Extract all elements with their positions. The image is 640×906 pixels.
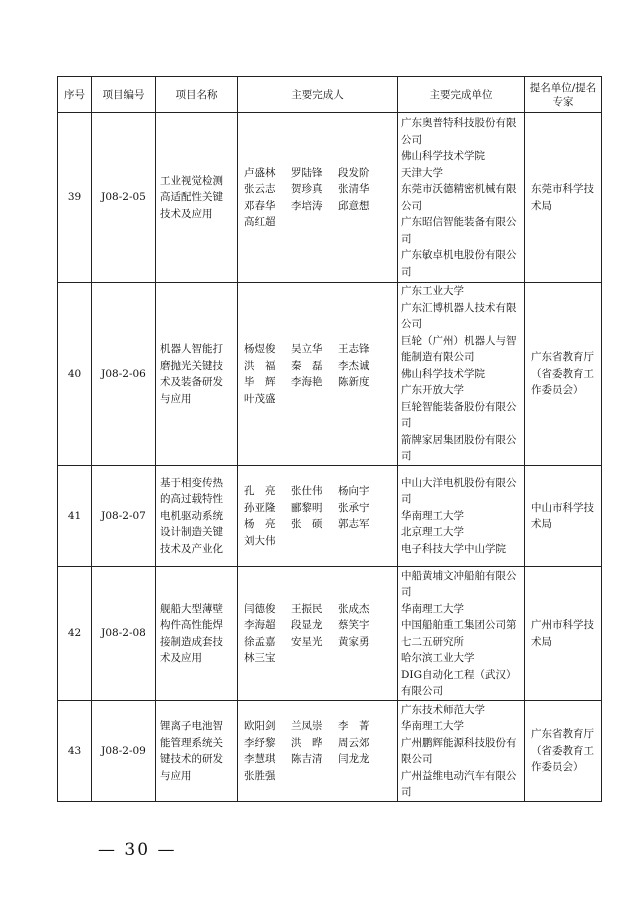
contributor-name: 高红超 [244, 216, 276, 228]
contributor-name: 吴立华 [291, 343, 323, 355]
unit-name: 东莞市沃德精密机械有限公司 [401, 183, 517, 212]
contributor-name: 郦黎明 [291, 501, 323, 514]
unit-name: 广东敏卓机电股份有限公司 [401, 249, 517, 278]
main-contributors [238, 113, 398, 283]
project-name: 工业视觉检测高适配性关键技术及应用 [156, 113, 238, 283]
unit-name: DIG自动化工程（武汉）有限公司 [401, 668, 517, 697]
contributor-name: 张承宁 [338, 501, 370, 514]
nominator: 广州市科学技术局 [525, 567, 602, 701]
row-number: 41 [58, 466, 92, 567]
nominator: 广东省教育厅（省委教育工作委员会） [525, 283, 602, 466]
page-number: — 30 — [98, 840, 177, 860]
contributor-name: 李培涛 [291, 199, 323, 212]
contributor-name: 王振民 [291, 602, 323, 615]
contributor-name: 张清华 [338, 183, 370, 195]
contributor-name: 蔡笑宇 [338, 619, 370, 631]
contributor-name: 周云郊 [338, 736, 370, 749]
contributor-name: 洪 晔 [291, 736, 323, 749]
contributor-name: 陈吉清 [291, 753, 323, 765]
table-row [58, 466, 602, 567]
contributor-name: 贺珍真 [291, 183, 323, 195]
project-name: 舰船大型薄壁构件高性能焊接制造成套技术及应用 [156, 567, 238, 701]
contributor-name: 张仕伟 [291, 485, 323, 497]
project-code: J08-2-08 [92, 567, 156, 701]
nominator: 广东省教育厅（省委教育工作委员会） [525, 701, 602, 802]
unit-name: 哈尔滨工业大学 [401, 652, 475, 664]
contributor-name: 黄家勇 [338, 635, 370, 648]
contributor-name: 秦 磊 [291, 359, 323, 372]
project-name: 锂离子电池智能管理系统关键技术的研发与应用 [156, 701, 238, 802]
unit-name: 广东工业大学 [401, 285, 464, 298]
contributors-grid [244, 718, 393, 784]
contributor-name: 洪 福 [244, 359, 276, 372]
unit-name: 箭牌家居集团股份有限公司 [401, 433, 517, 463]
contributors-grid [244, 165, 393, 231]
contributor-name: 李海超 [244, 619, 276, 631]
main-units [398, 283, 525, 466]
project-name: 机器人智能打磨抛光关键技术及装备研发与应用 [156, 283, 238, 466]
contributor-name: 李杰诚 [338, 359, 370, 372]
unit-name: 巨轮（广州）机器人与智能制造有限公司 [401, 334, 517, 364]
main-contributors [238, 466, 398, 567]
nominator: 东莞市科学技术局 [525, 113, 602, 283]
contributor-name: 闫龙龙 [338, 753, 370, 765]
main-contributors [238, 283, 398, 466]
unit-name: 华南理工大学 [401, 720, 464, 732]
contributor-name: 李纾黎 [244, 736, 276, 749]
project-code: J08-2-05 [92, 113, 156, 283]
contributor-name: 杨向宇 [338, 485, 370, 497]
row-number: 40 [58, 283, 92, 466]
contributor-name: 林三宝 [244, 652, 276, 664]
unit-name: 广州益维电动汽车有限公司 [401, 769, 517, 798]
table-row [58, 567, 602, 701]
main-units [398, 113, 525, 283]
main-contributors [238, 701, 398, 802]
unit-name: 巨轮智能装备股份有限公司 [401, 400, 517, 430]
unit-name: 广东奥普特科技股份有限公司 [401, 117, 517, 146]
unit-name: 广州鹏辉能源科技股份有限公司 [401, 736, 517, 765]
project-code: J08-2-07 [92, 466, 156, 567]
project-code: J08-2-06 [92, 283, 156, 466]
contributor-name: 兰凤崇 [291, 720, 323, 732]
header-no: 序号 [58, 77, 92, 113]
unit-name: 华南理工大学 [401, 602, 464, 615]
main-units [398, 567, 525, 701]
contributor-name: 欧阳剑 [244, 720, 276, 732]
contributor-name: 邓春华 [244, 199, 276, 212]
contributor-name: 张 硕 [291, 518, 323, 530]
contributor-name: 徐孟嘉 [244, 635, 276, 648]
project-code: J08-2-09 [92, 701, 156, 802]
contributors-grid [244, 483, 393, 549]
unit-name: 广东技术师范大学 [401, 703, 485, 716]
contributor-name: 孙亚隆 [244, 501, 276, 514]
contributor-name: 刘大伟 [244, 534, 276, 547]
unit-name: 华南理工大学 [401, 509, 464, 522]
header-nominator: 提名单位/提名专家 [525, 77, 602, 113]
contributor-name: 安星光 [291, 635, 323, 648]
contributor-name: 邱意想 [338, 199, 370, 212]
contributor-name: 陈新度 [338, 376, 370, 388]
unit-name: 中国船舶重工集团公司第七二五研究所 [401, 619, 517, 648]
contributors-grid [244, 601, 393, 667]
contributor-name: 段显龙 [291, 619, 323, 631]
contributors-grid [244, 341, 393, 407]
unit-name: 佛山科学技术学院 [401, 150, 485, 162]
contributor-name: 闫德俊 [244, 602, 276, 615]
unit-name: 中船黄埔文冲船舶有限公司 [401, 569, 517, 598]
unit-name: 广东开放大学 [401, 384, 464, 397]
contributor-name: 王志锋 [338, 343, 370, 355]
row-number: 43 [58, 701, 92, 802]
unit-name: 北京理工大学 [401, 526, 464, 539]
contributor-name: 孔 亮 [244, 485, 276, 497]
unit-name: 佛山科学技术学院 [401, 367, 485, 380]
contributor-name: 卢盛林 [244, 166, 276, 179]
unit-name: 天津大学 [401, 166, 443, 179]
unit-name: 广东昭信智能装备有限公司 [401, 216, 517, 245]
project-name: 基于相变传热的高过载特性电机驱动系统设计制造关键技术及产业化 [156, 466, 238, 567]
unit-name: 中山大洋电机股份有限公司 [401, 476, 517, 506]
main-units [398, 466, 525, 567]
main-contributors [238, 567, 398, 701]
header-units: 主要完成单位 [398, 77, 525, 113]
contributor-name: 罗陆锋 [291, 166, 323, 179]
contributor-name: 杨煜俊 [244, 343, 276, 355]
contributor-name: 叶茂盛 [244, 392, 276, 405]
nominator: 中山市科学技术局 [525, 466, 602, 567]
unit-name: 广东汇博机器人技术有限公司 [401, 301, 517, 331]
table-header-row [58, 77, 602, 113]
header-people: 主要完成人 [238, 77, 398, 113]
contributor-name: 李慧琪 [244, 753, 276, 765]
header-name: 项目名称 [156, 77, 238, 113]
contributor-name: 郭志军 [338, 518, 370, 530]
table-row [58, 283, 602, 466]
contributor-name: 张成杰 [338, 602, 370, 615]
table-row [58, 701, 602, 802]
contributor-name: 张胜强 [244, 769, 276, 782]
row-number: 39 [58, 113, 92, 283]
contributor-name: 杨 亮 [244, 518, 276, 530]
header-code: 项目编号 [92, 77, 156, 113]
contributor-name: 李海艳 [291, 376, 323, 388]
contributor-name: 毕 辉 [244, 376, 276, 388]
unit-name: 电子科技大学中山学院 [401, 542, 506, 555]
table-row [58, 113, 602, 283]
row-number: 42 [58, 567, 92, 701]
main-units [398, 701, 525, 802]
awards-table [57, 76, 602, 802]
contributor-name: 段发阶 [338, 166, 370, 179]
contributor-name: 李 菁 [338, 720, 370, 732]
contributor-name: 张云志 [244, 183, 276, 195]
